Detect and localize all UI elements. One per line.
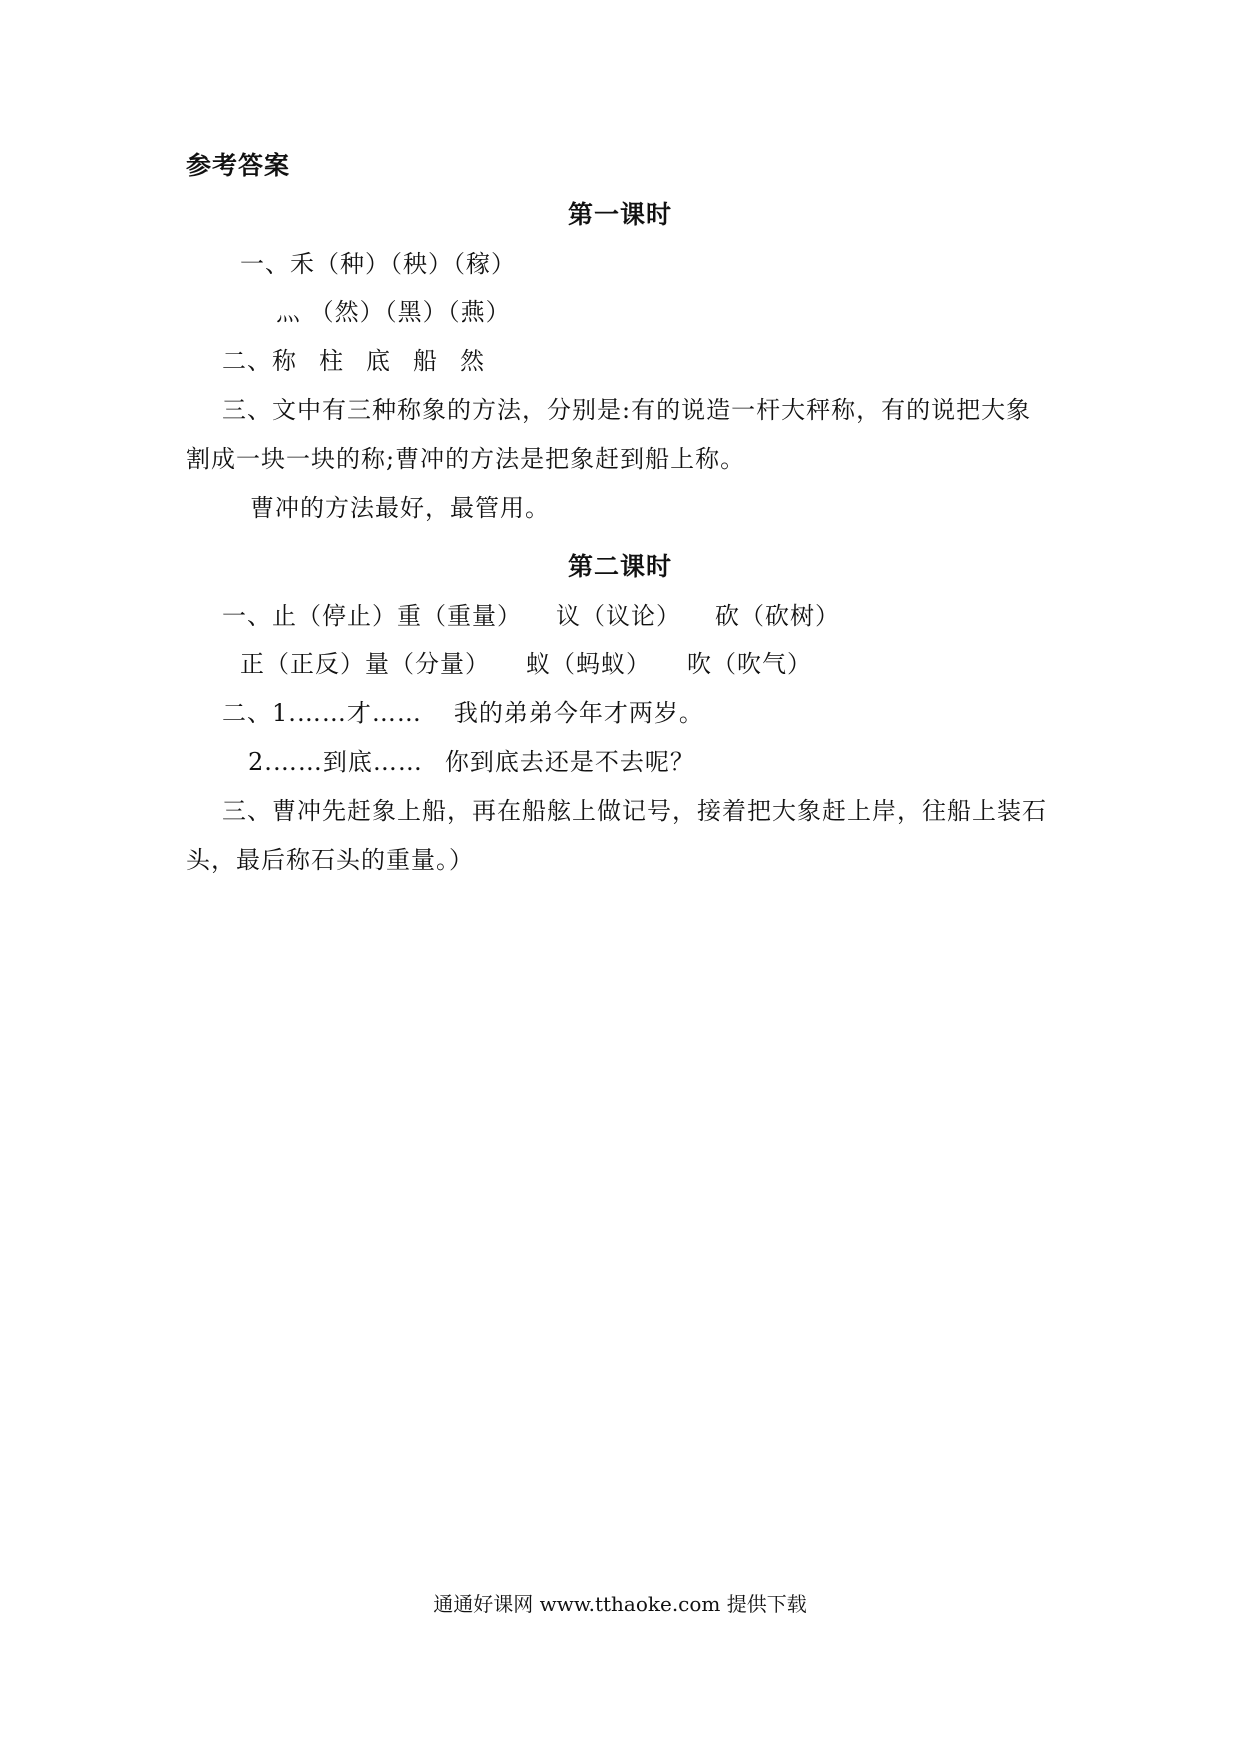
q2-sentence: 你到底去还是不去呢？ [444, 748, 695, 776]
lesson-2-q1-line1 [222, 600, 840, 632]
lesson-2-q3-line2: 头，最后称石头的重量。） [186, 846, 474, 874]
lesson-1-q2-line [222, 345, 485, 377]
lesson-1-title: 第一课时 [567, 200, 672, 229]
lesson-1-q3-line2: 割成一块一块的称;曹冲的方法是把象赶到船上称。 [186, 445, 746, 473]
answer-key-heading: 参考答案 [186, 151, 291, 180]
footer-source-text: 通通好课网 www.tthaoke.com 提供下载 [433, 1592, 807, 1616]
q1-item: 吹（吹气） [687, 650, 812, 678]
lesson-2-q1-line2 [240, 648, 812, 680]
q2-pattern: 二、1.……才…… [222, 699, 422, 727]
q1-item: 蚁（蚂蚁） [526, 650, 651, 678]
q2-word: 船 [413, 347, 438, 375]
lesson-1-q1-line1: 一、禾（种）（秧）（稼） [240, 250, 516, 278]
lesson-2-title: 第二课时 [567, 552, 672, 581]
q1-item: 砍（砍树） [715, 602, 840, 630]
q1-item: 议（议论） [556, 602, 681, 630]
lesson-2-q2-line2 [248, 746, 695, 778]
lesson-1-q3-line1: 三、文中有三种称象的方法，分别是:有的说造一杆大秤称，有的说把大象 [222, 396, 1032, 424]
q2-word: 柱 [319, 347, 344, 375]
q2-pattern: 2.……到底…… [248, 748, 423, 776]
q2-word: 二、称 [222, 347, 297, 375]
q2-word: 底 [366, 347, 391, 375]
lesson-2-q3-line1: 三、曹冲先赶象上船，再在船舷上做记号，接着把大象赶上岸，往船上装石 [222, 797, 1047, 825]
q2-sentence: 我的弟弟今年才两岁。 [453, 699, 704, 727]
lesson-1-q1-line2: 灬 （然）（黑）（燕） [276, 298, 511, 326]
q1-item: 正（正反）量（分量） [240, 650, 490, 678]
lesson-1-q3-line3: 曹冲的方法最好，最管用。 [250, 494, 550, 522]
q2-word: 然 [460, 347, 485, 375]
q1-item: 一、止（停止）重（重量） [222, 602, 522, 630]
lesson-2-q2-line1 [222, 697, 704, 729]
